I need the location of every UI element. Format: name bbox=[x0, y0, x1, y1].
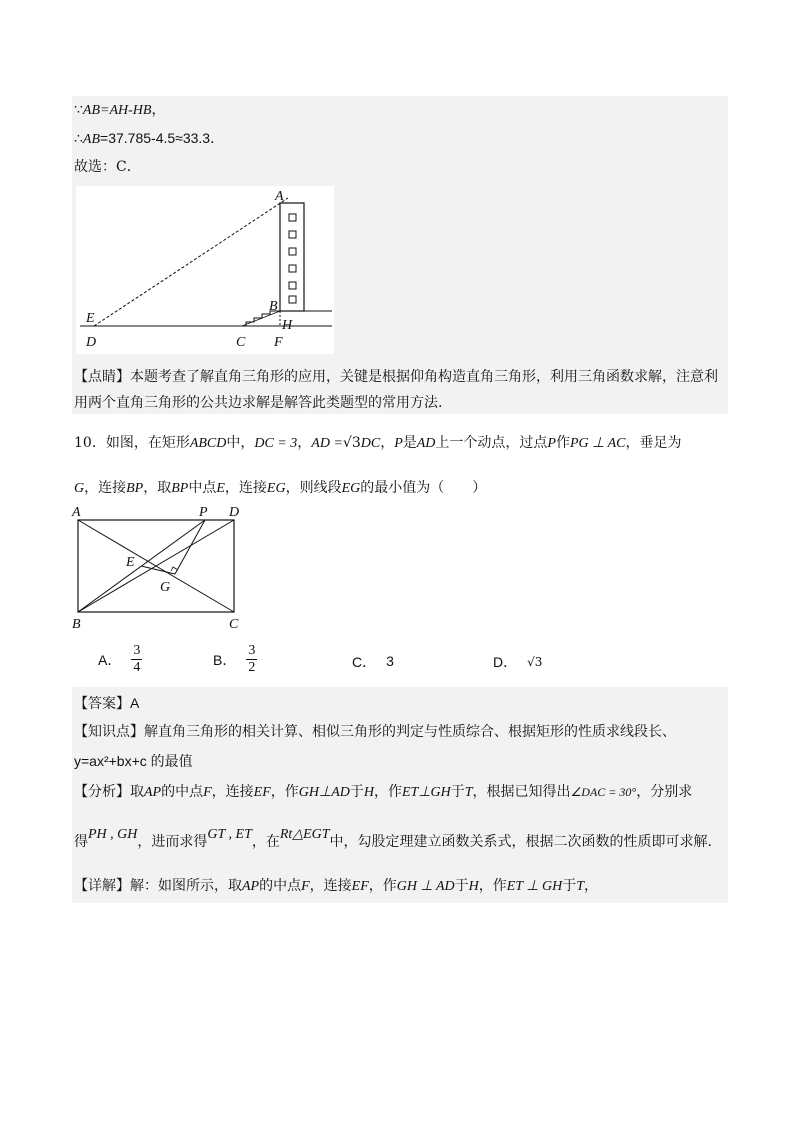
option-label: B． bbox=[213, 651, 237, 668]
math: EG bbox=[266, 481, 286, 496]
math: F bbox=[203, 785, 212, 800]
text: ，根据已知得出 bbox=[472, 784, 571, 800]
label-e: E bbox=[86, 311, 95, 326]
analysis-tag: 【分析】 bbox=[74, 784, 130, 800]
math: T bbox=[576, 879, 585, 894]
therefore-symbol: ∴ bbox=[74, 131, 83, 147]
knowledge-line-2 bbox=[74, 751, 193, 771]
text: ，作 bbox=[270, 784, 299, 800]
fraction bbox=[131, 643, 142, 676]
text: 是 bbox=[402, 435, 417, 451]
denominator: 4 bbox=[133, 660, 141, 675]
text: ，作 bbox=[478, 878, 507, 894]
equation: AB=AH-HB bbox=[82, 103, 152, 118]
answer-value: A bbox=[130, 695, 140, 711]
math: AP bbox=[242, 879, 260, 894]
math: PG ⊥ AC bbox=[569, 436, 626, 451]
math: G bbox=[74, 481, 85, 496]
math: H bbox=[468, 879, 479, 894]
text: ，在 bbox=[251, 834, 280, 850]
math: EG bbox=[341, 481, 361, 496]
label-b: B bbox=[269, 299, 278, 314]
text: ， bbox=[297, 435, 312, 451]
option-label: C． bbox=[352, 654, 377, 670]
label-p: P bbox=[199, 505, 208, 520]
analysis-line-1 bbox=[74, 782, 692, 803]
text: ，作 bbox=[368, 878, 397, 894]
punct: ． bbox=[210, 131, 225, 147]
text: ，连接 bbox=[309, 878, 352, 894]
variable: AB bbox=[82, 132, 101, 147]
text: ， bbox=[380, 435, 395, 451]
comment-line-2 bbox=[74, 393, 442, 413]
text: 取 bbox=[130, 784, 144, 800]
solution-line-3 bbox=[74, 157, 141, 177]
text: 解：如图所示，取 bbox=[130, 878, 242, 894]
text: 中，勾股定理建立函数关系式，根据二次函数的性质即可求解. bbox=[329, 834, 712, 850]
math: BP bbox=[126, 481, 144, 496]
fraction bbox=[246, 643, 257, 676]
label-c: C bbox=[229, 617, 239, 632]
knowledge-line-1 bbox=[74, 722, 676, 742]
math: BP bbox=[171, 481, 189, 496]
detail-tag: 【详解】 bbox=[74, 878, 130, 894]
comment-line-1 bbox=[74, 367, 718, 387]
numerator: 3 bbox=[248, 643, 256, 658]
detail-line-1 bbox=[74, 876, 598, 897]
text: 作 bbox=[555, 435, 570, 451]
option-b[interactable] bbox=[213, 643, 257, 676]
math: GT , ET bbox=[207, 827, 252, 842]
text: 于 bbox=[349, 784, 364, 800]
knowledge-text: 解直角三角形的相关计算、相似三角形的判定与性质综合、根据矩形的性质求线段长、 bbox=[144, 724, 676, 740]
segment-pg bbox=[175, 520, 205, 574]
comment-text: 用两个直角三角形的公共边求解是解答此类题型的常用方法. bbox=[74, 395, 443, 411]
math: AP bbox=[144, 785, 162, 800]
because-symbol: ∵ bbox=[74, 102, 83, 118]
text: 的中点 bbox=[161, 784, 204, 800]
option-c[interactable] bbox=[352, 652, 394, 672]
option-a[interactable] bbox=[98, 643, 142, 676]
analysis-line-2 bbox=[74, 827, 712, 853]
punct: ， bbox=[151, 102, 166, 118]
text: ，则线段 bbox=[285, 480, 342, 496]
math: AD = bbox=[311, 436, 343, 451]
math: EF bbox=[253, 785, 271, 800]
text: ，连接 bbox=[224, 480, 267, 496]
building-figure bbox=[76, 186, 336, 356]
text: 如图，在矩形 bbox=[105, 435, 190, 451]
answer-tag: 【答案】 bbox=[74, 696, 130, 712]
label-a: A bbox=[72, 505, 81, 520]
text: 中， bbox=[226, 435, 255, 451]
math: AD bbox=[416, 436, 436, 451]
text: ，连接 bbox=[84, 480, 127, 496]
knowledge-tag: 【知识点】 bbox=[74, 724, 144, 740]
math: DC bbox=[360, 436, 381, 451]
question-number: 10． bbox=[74, 435, 106, 451]
label-g: G bbox=[160, 580, 171, 595]
text: ，连接 bbox=[211, 784, 254, 800]
text: ，作 bbox=[373, 784, 402, 800]
math: T bbox=[464, 785, 473, 800]
text: 于 bbox=[454, 878, 469, 894]
math: Rt△EGT bbox=[279, 827, 330, 842]
rectangle-figure bbox=[68, 500, 258, 636]
label-d: D bbox=[86, 335, 97, 350]
text: 上一个动点，过点 bbox=[435, 435, 548, 451]
math: H bbox=[363, 785, 374, 800]
text: ， bbox=[584, 878, 599, 894]
label-b: B bbox=[72, 617, 81, 632]
math: DC = 3 bbox=[254, 436, 298, 451]
comment-tag: 【点睛】 bbox=[74, 369, 130, 385]
math: GH⊥AD bbox=[298, 785, 350, 800]
math: E bbox=[216, 481, 225, 496]
text: ，分别求 bbox=[636, 784, 693, 800]
option-label: D． bbox=[493, 654, 518, 670]
option-d[interactable] bbox=[493, 652, 542, 672]
text: ，垂足为 bbox=[625, 435, 682, 451]
figure-background bbox=[76, 186, 334, 354]
option-label: A． bbox=[98, 651, 122, 668]
text: ，取 bbox=[143, 480, 172, 496]
numerator: 3 bbox=[133, 643, 141, 658]
equation: =37.785-4.5≈33.3 bbox=[100, 130, 211, 146]
math: PH , GH bbox=[88, 827, 138, 842]
text: 中点 bbox=[188, 480, 217, 496]
math: P bbox=[547, 436, 556, 451]
math: ET ⊥ GH bbox=[506, 879, 563, 894]
comment-text: 本题考查了解直角三角形的应用，关键是根据仰角构造直角三角形，利用三角函数求解，注意利 bbox=[130, 369, 718, 385]
text: 得 bbox=[74, 834, 88, 850]
math: √3 bbox=[342, 435, 361, 451]
math: ABCD bbox=[189, 436, 227, 451]
option-value: 3 bbox=[386, 653, 394, 669]
label-a: A bbox=[275, 189, 284, 204]
math: ET⊥GH bbox=[401, 785, 451, 800]
label-e: E bbox=[126, 555, 135, 570]
math: P bbox=[394, 436, 403, 451]
text: ，进而求得 bbox=[137, 834, 208, 850]
math: GH ⊥ AD bbox=[396, 879, 455, 894]
math: F bbox=[301, 879, 310, 894]
choice-text: 故选：C． bbox=[74, 159, 141, 175]
label-h: H bbox=[282, 318, 293, 333]
math: ∠DAC = 30° bbox=[570, 785, 637, 799]
option-value: √3 bbox=[527, 655, 543, 669]
question-line-2 bbox=[74, 478, 486, 499]
text: 的中点 bbox=[259, 878, 302, 894]
solution-line-1 bbox=[74, 100, 165, 121]
solution-line-2 bbox=[74, 128, 224, 150]
answer-line bbox=[74, 693, 139, 714]
denominator: 2 bbox=[248, 660, 256, 675]
text: 的最小值为（ ） bbox=[360, 480, 487, 496]
label-f: F bbox=[274, 335, 283, 350]
question-line-1 bbox=[74, 433, 681, 454]
label-d: D bbox=[229, 505, 240, 520]
text: 于 bbox=[562, 878, 577, 894]
text: 于 bbox=[450, 784, 465, 800]
math: EF bbox=[351, 879, 369, 894]
knowledge-text: y=ax²+bx+c 的最值 bbox=[74, 753, 193, 769]
label-c: C bbox=[236, 335, 246, 350]
